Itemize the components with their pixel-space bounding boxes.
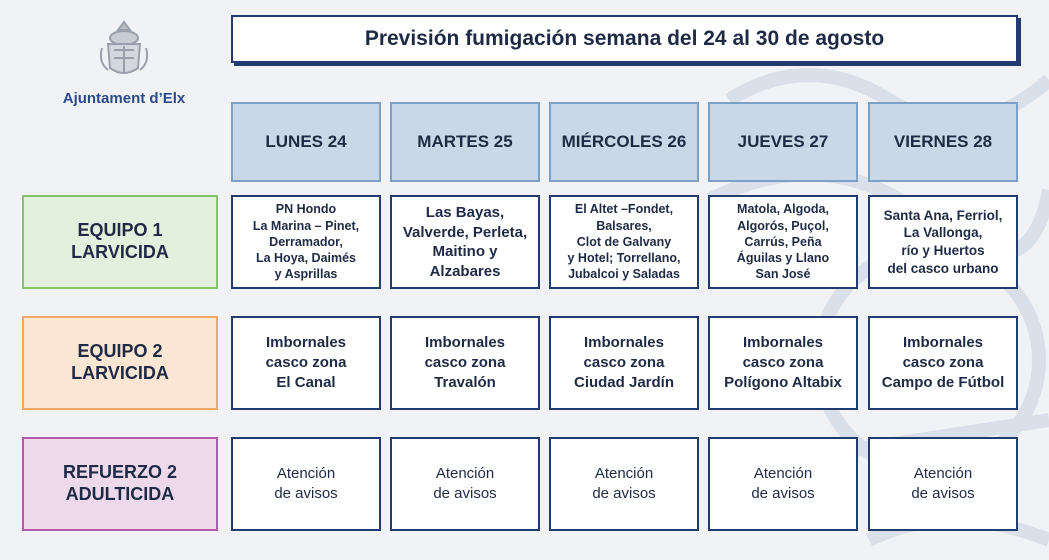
schedule-cell [549, 437, 699, 531]
schedule-cell [708, 316, 858, 410]
cell-line: El Altet –Fondet, [574, 202, 674, 217]
team-name-line: ADULTICIDA [65, 484, 175, 504]
cell-line: Valverde, Perleta, [402, 223, 528, 241]
team-name-line: EQUIPO 2 [77, 341, 163, 362]
cell-line: Atención [594, 464, 654, 482]
cell-line: La Vallonga, [903, 225, 983, 241]
cell-line: casco zona [265, 353, 347, 371]
cell-line: de avisos [592, 485, 656, 502]
team-3-label [22, 437, 218, 531]
schedule-cell [549, 195, 699, 289]
cell-line: casco zona [583, 353, 665, 371]
cell-line: de avisos [274, 485, 338, 502]
cell-line: Maitino y [432, 243, 498, 260]
cell-line: casco zona [742, 353, 824, 371]
schedule-cell [390, 195, 540, 289]
schedule-cell [390, 316, 540, 410]
cell-line: Matola, Algoda, [737, 202, 829, 217]
cell-line: de avisos [433, 485, 497, 502]
cell-line: Derramador, [269, 234, 343, 249]
cell-line: de avisos [751, 485, 815, 502]
cell-line: Imbornales [265, 333, 347, 351]
schedule-cell [708, 437, 858, 531]
cell-line: La Hoya, Daimés [255, 251, 357, 266]
cell-line: Balsares, [596, 218, 652, 233]
cell-line: Atención [753, 464, 813, 482]
cell-line: Imbornales [424, 333, 506, 351]
day-header-wednesday: MIÉRCOLES 26 [549, 102, 699, 182]
cell-line: Santa Ana, Ferriol, [883, 207, 1003, 223]
cell-line: casco zona [424, 353, 506, 371]
cell-line: Carrús, Peña [744, 234, 822, 249]
org-name: Ajuntament d’Elx [62, 90, 186, 107]
cell-line: Imbornales [583, 333, 664, 351]
cell-line: PN Hondo [275, 202, 337, 217]
schedule-cell [549, 316, 699, 410]
team-2-label [22, 316, 218, 410]
cell-line: río y Huertos [901, 243, 985, 258]
cell-line: Ciudad Jardín [573, 374, 674, 392]
schedule-cell [390, 437, 540, 531]
cell-line: Atención [276, 464, 336, 482]
schedule-cell [868, 195, 1018, 289]
schedule-cell [868, 316, 1018, 410]
team-name-line: LARVICIDA [71, 242, 169, 262]
cell-line: Clot de Galvany [576, 234, 672, 249]
schedule-cell [231, 316, 381, 410]
team-1-label [22, 195, 218, 289]
cell-line: San José [755, 267, 811, 282]
cell-line: La Marina – Pinet, [252, 218, 360, 233]
cell-line: del casco urbano [887, 260, 999, 276]
cell-line: y Hotel; Torrellano, [567, 251, 681, 266]
cell-line: y Asprillas [274, 267, 338, 282]
team-name-line: REFUERZO 2 [62, 462, 177, 483]
cell-line: casco zona [902, 353, 984, 371]
cell-line: Las Bayas, [425, 204, 505, 221]
team-name-line: LARVICIDA [71, 363, 169, 383]
cell-line: Atención [435, 464, 495, 482]
schedule-cell [231, 195, 381, 289]
cell-line: Imbornales [742, 333, 824, 351]
day-header-tuesday: MARTES 25 [390, 102, 540, 182]
team-name-line: EQUIPO 1 [77, 220, 163, 241]
schedule-cell [708, 195, 858, 289]
cell-line: Campo de Fútbol [881, 374, 1005, 392]
cell-line: Travalón [434, 374, 496, 392]
cell-line: Jubalcoi y Saladas [568, 267, 680, 282]
city-crest-icon [92, 18, 156, 82]
day-header-friday: VIERNES 28 [868, 102, 1018, 182]
page-title: Previsión fumigación semana del 24 al 30 de agosto [231, 15, 1018, 63]
cell-line: Alzabares [429, 262, 501, 280]
cell-line: El Canal [276, 374, 336, 392]
cell-line: Águilas y Llano [736, 251, 830, 266]
cell-line: Algorós, Puçol, [737, 218, 829, 233]
day-header-monday: LUNES 24 [231, 102, 381, 182]
schedule-cell [868, 437, 1018, 531]
cell-line: de avisos [911, 485, 975, 502]
cell-line: Imbornales [902, 333, 984, 351]
cell-line: Atención [913, 464, 973, 482]
schedule-cell [231, 437, 381, 531]
day-header-thursday: JUEVES 27 [708, 102, 858, 182]
cell-line: Polígono Altabix [724, 374, 842, 392]
